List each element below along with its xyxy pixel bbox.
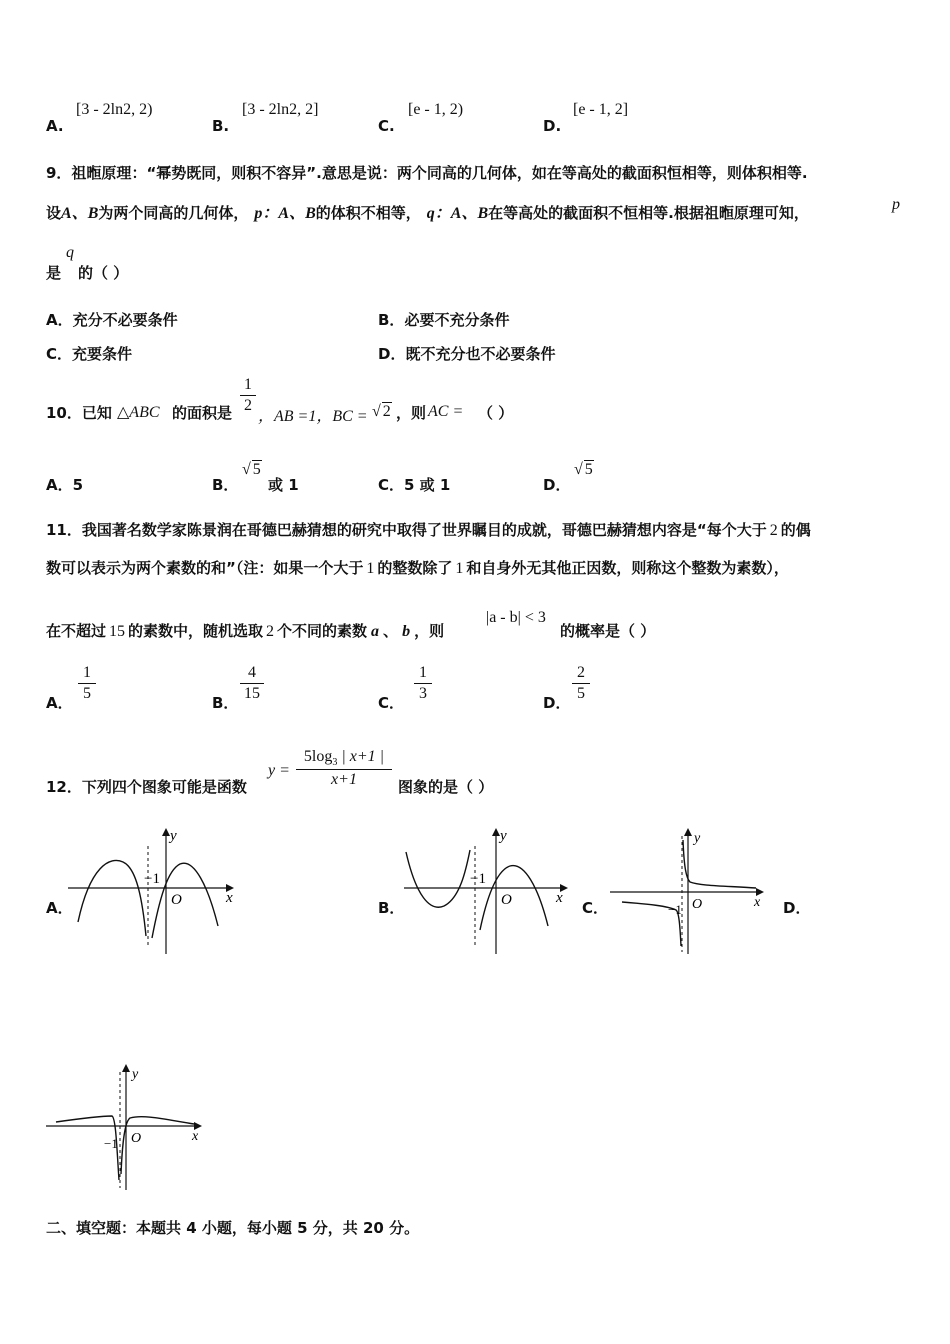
graph-a-y-label: y [170,828,177,844]
q11-option-b-label: B． [212,694,239,712]
q12-y-eq: y = [268,762,290,779]
graph-b-origin: O [501,892,512,908]
q8-option-d-value: [e - 1, 2] [573,101,629,118]
q10-ac: AC = [428,403,464,420]
q9-option-a: A．充分不必要条件 [46,311,178,329]
q11-option-d-frac: 2 5 [572,664,590,703]
q11-abs-expr: |a - b| < 3 [486,609,546,626]
q10-option-b-text: 或 1 [268,476,299,494]
q10-fraction: 1 2 [240,376,256,415]
graph-b [400,826,572,956]
q11-option-a-label: A． [46,694,73,712]
q12-fraction: $5\log_3$ | x+1 | x+1 [296,748,392,789]
q10-option-d-sqrt: √ 5 [574,461,593,478]
graph-b-x-label: x [556,890,563,906]
q10-sqrt: √ 2 [372,403,391,420]
q8-option-d-label: D. [543,117,562,135]
graph-a-neg1: −1 [144,871,160,887]
q9-option-c: C．充要条件 [46,345,133,363]
q10-option-a: A．5 [46,476,84,494]
graph-d-neg1: −1 [104,1136,118,1151]
graph-c-neg1: −1 [668,902,682,917]
graph-b-y-label: y [500,828,507,844]
graph-c-origin: O [692,897,703,912]
q9-var-p-end: p [892,196,900,213]
q10-option-c: C．5 或 1 [378,476,451,494]
q11-option-c-label: C． [378,694,405,712]
q12-option-c-label: C． [582,899,609,917]
q8-option-c-value: [e - 1, 2) [408,101,464,118]
q8-option-c-label: C. [378,117,395,135]
q10-triangle: △ABC [117,404,160,421]
q11-line1: 11．我国著名数学家陈景润在哥德巴赫猜想的研究中取得了世界瞩目的成就，哥德巴赫猜想内容是“每个大于 2 的偶 [46,521,811,539]
q12-option-d-label: D． [783,899,811,917]
section2-title: 二、填空题：本题共 4 小题，每小题 5 分，共 20 分。 [46,1219,420,1237]
graph-c [608,826,768,956]
q12-prefix: 12．下列四个图象可能是函数 [46,778,247,796]
graph-a [68,826,238,956]
graph-c-y-label: y [694,831,701,846]
q9-line3-b: 的（ ） [78,264,129,282]
q10-ab-bc: ，AB =1，BC = [258,408,368,425]
q9-option-b: B．必要不充分条件 [378,311,510,329]
q10-prefix: 10．已知 [46,404,112,422]
q11-line3-end: 的概率是（ ） [560,622,656,640]
q10-option-b-label: B． [212,476,239,494]
q9-line3-a: 是 [46,264,62,282]
q11-line3: 在不超过 15 的素数中，随机选取 2 个不同的素数 a 、 b ，则 [46,622,445,640]
q9-var-q: q [66,244,74,261]
q11-option-a-frac: 1 5 [78,664,96,703]
q10-option-b-sqrt: √ 5 [242,461,261,478]
q10-option-d-label: D． [543,476,571,494]
graph-a-origin: O [171,892,182,908]
q9-option-d: D．既不充分也不必要条件 [378,345,556,363]
q10-suffix: （ ） [478,404,514,422]
q8-option-a-value: [3 - 2ln2, 2) [76,101,153,118]
q10-then: ，则 [396,404,427,422]
q8-option-b-value: [3 - 2ln2, 2] [242,101,319,118]
q12-option-a-label: A． [46,899,73,917]
graph-b-neg1: −1 [470,871,486,887]
graph-d [44,1062,208,1192]
graph-d-y-label: y [132,1067,139,1082]
q8-option-a-label: A. [46,117,64,135]
graph-c-x-label: x [754,895,761,910]
q11-line2: 数可以表示为两个素数的和”（注：如果一个大于 1 的整数除了 1 和自身外无其他正因数，则称这个整数为素数）， [46,559,789,577]
q12-option-b-label: B． [378,899,405,917]
q11-option-c-frac: 1 3 [414,664,432,703]
q9-line1: 9．祖暅原理：“幂势既同，则积不容异”.意思是说：两个同高的几何体，如在等高处的截面积恒相等，则体积相等. [46,164,808,182]
q9-line2: 设A、B为两个同高的几何体， p：A、B的体积不相等， q：A、B在等高处的截面积不恒相等.根据祖暅原理可知， [46,204,809,222]
q10-mid: 的面积是 [172,404,233,422]
q11-option-d-label: D． [543,694,571,712]
graph-d-x-label: x [192,1129,199,1144]
q8-option-b-label: B. [212,117,230,135]
q11-option-b-frac: 4 15 [240,664,264,703]
graph-d-origin: O [131,1131,142,1146]
graph-a-x-label: x [226,890,233,906]
q12-suffix: 图象的是（ ） [398,778,494,796]
